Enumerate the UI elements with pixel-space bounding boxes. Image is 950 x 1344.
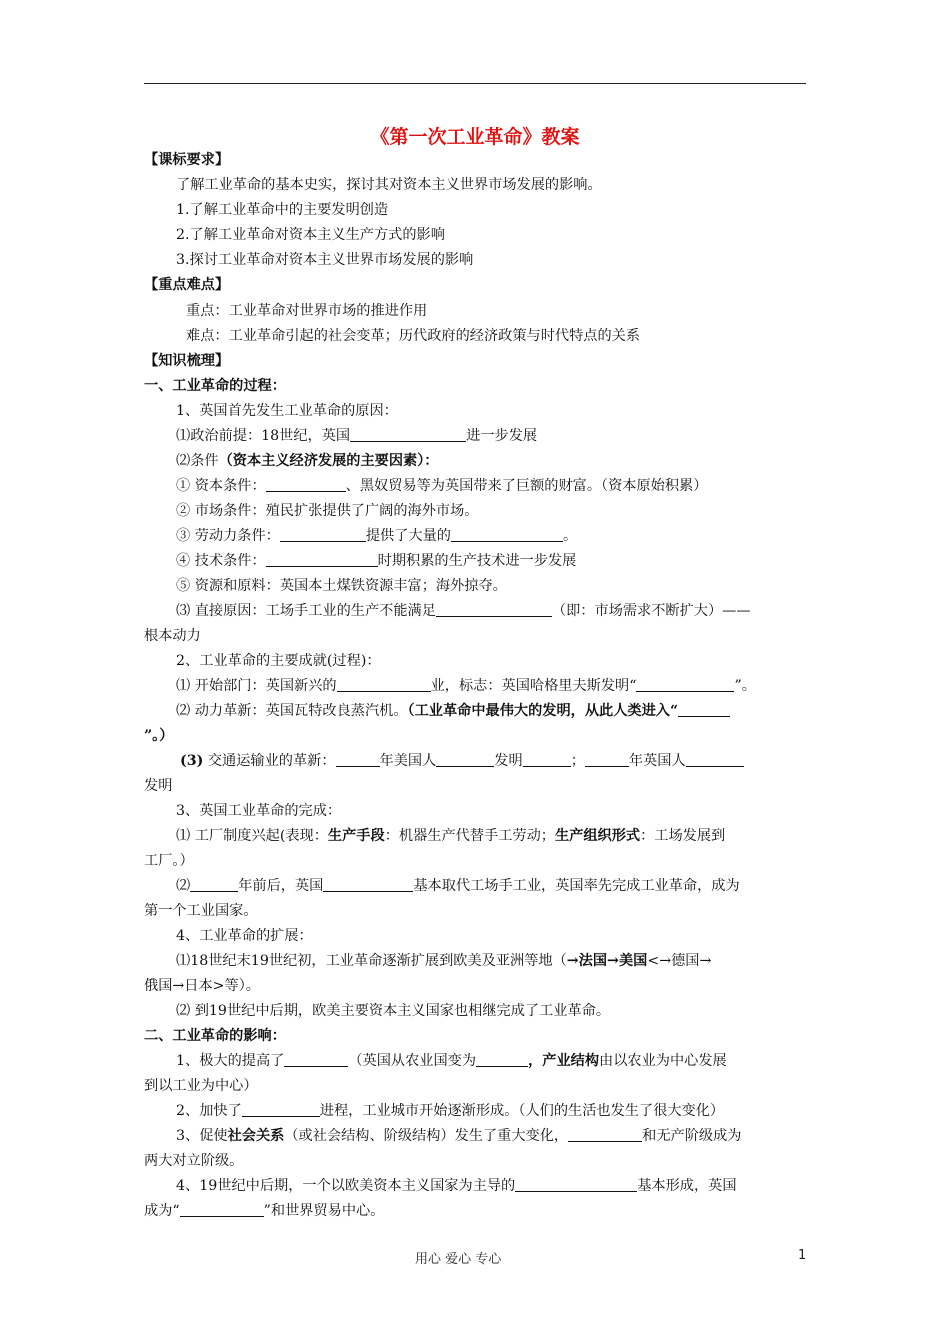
- a3f: 年英国人: [628, 753, 686, 769]
- c3c: 。: [562, 528, 578, 544]
- resource-condition: ⑤ 资源和原料：英国本土煤铁资源丰富；海外掠夺。: [176, 578, 507, 594]
- key-point: 重点：工业革命对世界市场的推进作用: [186, 303, 428, 319]
- blank[interactable]: [636, 676, 734, 692]
- transport-innovation-cont: 发明: [144, 778, 173, 794]
- f1c: ：机器生产代替手工劳动；: [384, 828, 555, 844]
- e1c: <→德国→: [647, 953, 712, 969]
- i1a: 1、极大的提高了: [176, 1053, 285, 1069]
- f1b: 生产手段: [327, 828, 385, 844]
- expansion-2: ⑵ 到19世纪中后期，欧美主要资本主义国家也相继完成了工业革命。: [176, 1003, 611, 1019]
- blank[interactable]: [515, 1176, 637, 1192]
- i3a: 3、促使: [176, 1128, 228, 1144]
- f1e: ：工场发展到: [640, 828, 726, 844]
- a1c: ”。: [734, 678, 756, 694]
- expansion-1-cont: 俄国→日本>等）。: [144, 978, 260, 994]
- factory-system-cont: 工厂。）: [144, 853, 194, 869]
- blank[interactable]: [280, 526, 366, 542]
- impact-4: [176, 1176, 841, 1196]
- p3b: （即：市场需求不断扩大）——: [551, 603, 751, 619]
- section-kebiao: 【课标要求】: [144, 152, 230, 168]
- political-premise: [176, 426, 841, 446]
- a2a: ⑵ 动力革新：英国瓦特改良蒸汽机。: [176, 703, 408, 719]
- f2c: 基本取代工场手工业，英国率先完成工业革命，成为: [413, 878, 740, 894]
- blank[interactable]: [337, 676, 431, 692]
- a3d: 发明: [494, 753, 523, 769]
- blank[interactable]: [180, 1201, 264, 1217]
- part1-s1: 1、英国首先发生工业革命的原因：: [176, 403, 398, 419]
- i3b: 社会关系: [227, 1128, 285, 1144]
- i1d: 产业结构: [542, 1053, 600, 1069]
- c4b: 时期积累的生产技术进一步发展: [377, 553, 577, 569]
- expansion-1: [176, 951, 841, 971]
- impact-4-cont: [144, 1201, 809, 1221]
- part1-s3: 3、英国工业革命的完成：: [176, 803, 342, 819]
- blank[interactable]: [436, 601, 552, 617]
- blank[interactable]: [476, 1051, 528, 1067]
- blank[interactable]: [436, 751, 494, 767]
- a1a: ⑴ 开始部门：英国新兴的: [176, 678, 337, 694]
- footer-motto: 用心 爱心 专心: [415, 1252, 502, 1267]
- blank[interactable]: [323, 876, 413, 892]
- conditions: [176, 451, 841, 471]
- blank[interactable]: [242, 1101, 320, 1117]
- i3c: （或社会结构、阶级结构）发生了重大变化，: [284, 1128, 569, 1144]
- a1b: 业，标志：英国哈格里夫斯发明“: [430, 678, 637, 694]
- power-innovation-cont: ”。）: [144, 728, 174, 744]
- f2a: ⑵: [176, 878, 191, 894]
- blank[interactable]: [284, 1051, 348, 1067]
- completion: [176, 876, 841, 896]
- impact-1-cont: 到以工业为中心）: [144, 1078, 258, 1094]
- i2b: 进程，工业城市开始逐渐形成。（人们的生活也发生了很大变化）: [319, 1103, 725, 1119]
- blank[interactable]: [336, 751, 380, 767]
- labor-condition: [176, 526, 841, 546]
- i2a: 2、加快了: [176, 1103, 242, 1119]
- impact-3: [176, 1126, 841, 1146]
- transport-innovation: [180, 751, 845, 771]
- p3a: ⑶ 直接原因：工场手工业的生产不能满足: [176, 603, 436, 619]
- blank[interactable]: [686, 751, 744, 767]
- impact-1: [176, 1051, 841, 1071]
- f2b: 年前后，英国: [238, 878, 324, 894]
- blank[interactable]: [585, 751, 629, 767]
- p1b: 进一步发展: [466, 428, 538, 444]
- capital-condition: [176, 476, 841, 496]
- i4d: ”和世界贸易中心。: [263, 1203, 385, 1219]
- part1-heading: 一、工业革命的过程：: [144, 378, 286, 394]
- power-innovation: [176, 701, 841, 721]
- p1a: ⑴政治前提：18世纪，英国: [176, 428, 351, 444]
- page-number: 1: [798, 1248, 807, 1263]
- section-zhongdian: 【重点难点】: [144, 277, 230, 293]
- part1-s2: 2、工业革命的主要成就(过程)：: [176, 653, 381, 669]
- blank[interactable]: [266, 551, 378, 567]
- header-rule: [144, 83, 806, 84]
- factory-system: [176, 826, 841, 846]
- e1a: ⑴18世纪末19世纪初，工业革命逐渐扩展到欧美及亚洲等地（: [176, 953, 567, 969]
- c4a: ④ 技术条件：: [176, 553, 266, 569]
- market-condition: ② 市场条件：殖民扩张提供了广阔的海外市场。: [176, 503, 479, 519]
- i1b: （英国从农业国变为: [348, 1053, 477, 1069]
- i1e: 由以农业为中心发展: [599, 1053, 727, 1069]
- impact-2: [176, 1101, 841, 1121]
- a3b: 交通运输业的革新：: [207, 753, 336, 769]
- hard-point: 难点：工业革命引起的社会变革；历代政府的经济政策与时代特点的关系: [186, 328, 641, 344]
- i4a: 4、19世纪中后期，一个以欧美资本主义国家为主导的: [176, 1178, 516, 1194]
- i4c: 成为“: [144, 1203, 180, 1219]
- section-zhishi: 【知识梳理】: [144, 353, 230, 369]
- a3a: (3): [180, 753, 204, 769]
- i1c: ，: [528, 1053, 543, 1069]
- i3d: 和无产阶级成为: [642, 1128, 742, 1144]
- p2a: ⑵条件: [176, 453, 219, 469]
- kebiao-item-1: 1.了解工业革命中的主要发明创造: [176, 202, 389, 218]
- c3b: 提供了大量的: [365, 528, 451, 544]
- p2b: （资本主义经济发展的主要因素）：: [218, 453, 439, 469]
- a2b: （工业革命中最伟大的发明，从此人类进入“: [407, 703, 679, 719]
- direct-cause-cont: 根本动力: [144, 628, 201, 644]
- blank[interactable]: [190, 876, 238, 892]
- blank[interactable]: [568, 1126, 642, 1142]
- c3a: ③ 劳动力条件：: [176, 528, 280, 544]
- completion-cont: 第一个工业国家。: [144, 903, 258, 919]
- blank[interactable]: [678, 701, 730, 717]
- kebiao-item-2: 2.了解工业革命对资本主义生产方式的影响: [176, 227, 445, 243]
- a3e: ；: [570, 753, 585, 769]
- impact-3-cont: 两大对立阶级。: [144, 1153, 244, 1169]
- blank[interactable]: [523, 751, 571, 767]
- blank[interactable]: [451, 526, 563, 542]
- tech-condition: [176, 551, 841, 571]
- blank[interactable]: [266, 476, 346, 492]
- kebiao-intro: 了解工业革命的基本史实，探讨其对资本主义世界市场发展的影响。: [176, 177, 602, 193]
- e1b: →法国→美国: [566, 953, 648, 969]
- c1b: 、黑奴贸易等为英国带来了巨额的财富。（资本原始积累）: [345, 478, 708, 494]
- i4b: 基本形成，英国: [637, 1178, 737, 1194]
- direct-cause: [176, 601, 841, 621]
- a3c: 年美国人: [379, 753, 437, 769]
- c1a: ① 资本条件：: [176, 478, 266, 494]
- part2-heading: 二、工业革命的影响：: [144, 1028, 286, 1044]
- kebiao-item-3: 3.探讨工业革命对资本主义世界市场发展的影响: [176, 252, 474, 268]
- page-title: 《第一次工业革命》教案: [370, 126, 580, 148]
- start-sector: [176, 676, 841, 696]
- part1-s4: 4、工业革命的扩展：: [176, 928, 313, 944]
- f1d: 生产组织形式: [554, 828, 641, 844]
- f1a: ⑴ 工厂制度兴起(表现：: [176, 828, 328, 844]
- blank[interactable]: [350, 426, 466, 442]
